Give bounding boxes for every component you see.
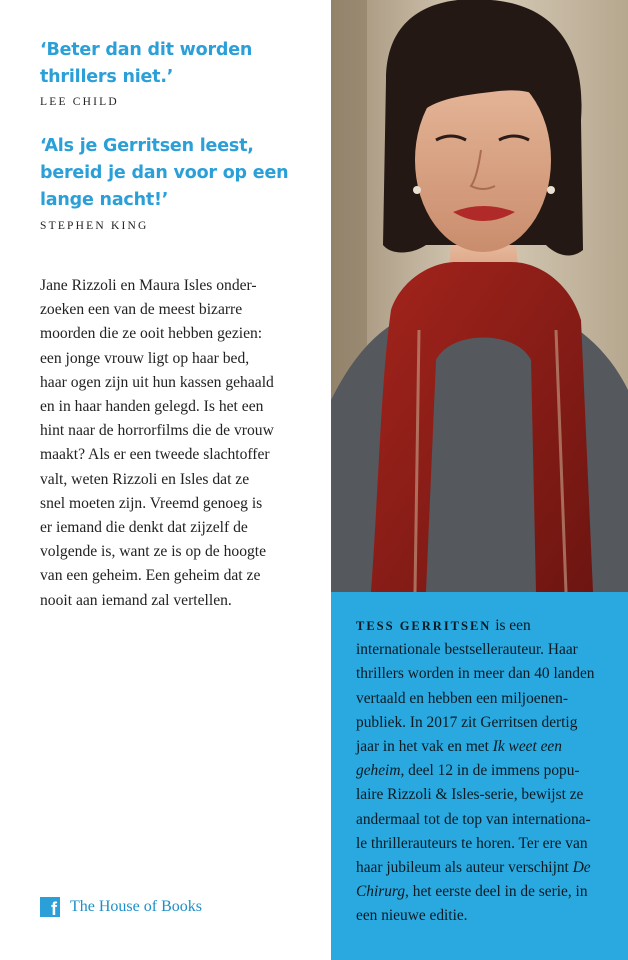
- quote-line: bereid je dan voor op een: [40, 163, 289, 183]
- publisher-name: The House of Books: [70, 898, 202, 915]
- quote-stephen-king: [40, 133, 288, 214]
- bio-text: is een: [491, 617, 531, 634]
- bio-line: [356, 735, 618, 759]
- author-bio: [356, 614, 618, 929]
- bio-text: , deel 12 in de immens popu-: [400, 762, 580, 780]
- bio-line: le thrillerauteurs te horen. Ter ere van: [356, 834, 588, 852]
- bio-line: thrillers worden in meer dan 40 landen: [356, 665, 595, 683]
- author-portrait: [331, 0, 628, 592]
- bio-text: haar jubileum als auteur verschijnt: [356, 859, 573, 877]
- synopsis-line: hint naar de horrorfilms die de vrouw: [40, 422, 274, 440]
- author-photo-illustration: [331, 0, 628, 592]
- synopsis: [40, 274, 310, 613]
- synopsis-line: nooit aan iemand zal vertellen.: [40, 591, 232, 609]
- quote-line: lange nacht!’: [40, 190, 169, 210]
- synopsis-line: Jane Rizzoli en Maura Isles onder-: [40, 277, 257, 294]
- earring: [547, 186, 555, 194]
- facebook-icon[interactable]: [40, 897, 60, 917]
- quote-line: thrillers niet.’: [40, 67, 174, 87]
- book-title: Ik weet een: [492, 738, 562, 756]
- bio-line: [356, 614, 618, 638]
- bio-line: laire Rizzoli & Isles-serie, bewijst ze: [356, 786, 584, 804]
- bio-line: [356, 759, 618, 783]
- author-bio-panel: [331, 592, 628, 960]
- bio-line: [356, 880, 618, 904]
- bio-text: , het eerste deel in de serie, in: [405, 883, 588, 901]
- earring: [413, 186, 421, 194]
- quote-line: ‘Als je Gerritsen leest,: [40, 136, 254, 156]
- synopsis-line: van een geheim. Een geheim dat ze: [40, 567, 261, 585]
- synopsis-line: valt, weten Rizzoli en Isles dat ze: [40, 470, 250, 488]
- synopsis-line: volgende is, want ze is op de hoogte: [40, 543, 267, 561]
- synopsis-line: moorden die ze ooit hebben gezien:: [40, 325, 263, 343]
- synopsis-line: en in haar handen gelegd. Is het een: [40, 398, 264, 416]
- bio-line: vertaald en hebben een miljoenen-: [356, 689, 568, 707]
- bio-text: jaar in het vak en met: [356, 738, 493, 756]
- quote-attribution: LEE CHILD: [40, 96, 119, 108]
- synopsis-line: maakt? Als er een tweede slachtoffer: [40, 446, 270, 464]
- bio-line: een nieuwe editie.: [356, 907, 468, 925]
- quote-lee-child: [40, 37, 252, 91]
- synopsis-line: een jonge vrouw ligt op haar bed,: [40, 349, 250, 367]
- quote-attribution: STEPHEN KING: [40, 220, 149, 232]
- synopsis-line: snel moeten zijn. Vreemd genoeg is: [40, 494, 263, 512]
- book-title: Chirurg: [356, 883, 406, 901]
- synopsis-line: er iemand die denkt dat zijzelf de: [40, 519, 248, 537]
- facebook-glyph: f: [51, 899, 57, 919]
- bio-line: [356, 856, 618, 880]
- author-name: TESS GERRITSEN: [356, 619, 492, 633]
- bio-line: internationale bestsellerauteur. Haar: [356, 641, 578, 659]
- book-title: geheim: [356, 762, 401, 780]
- bio-line: publiek. In 2017 zit Gerritsen dertig: [356, 713, 578, 731]
- synopsis-line: zoeken een van de meest bizarre: [40, 301, 243, 319]
- bio-line: andermaal tot de top van internationa-: [356, 810, 591, 828]
- quote-line: ‘Beter dan dit worden: [40, 40, 253, 60]
- synopsis-line: haar ogen zijn uit hun kassen gehaald: [40, 373, 274, 391]
- book-title: De: [572, 859, 591, 877]
